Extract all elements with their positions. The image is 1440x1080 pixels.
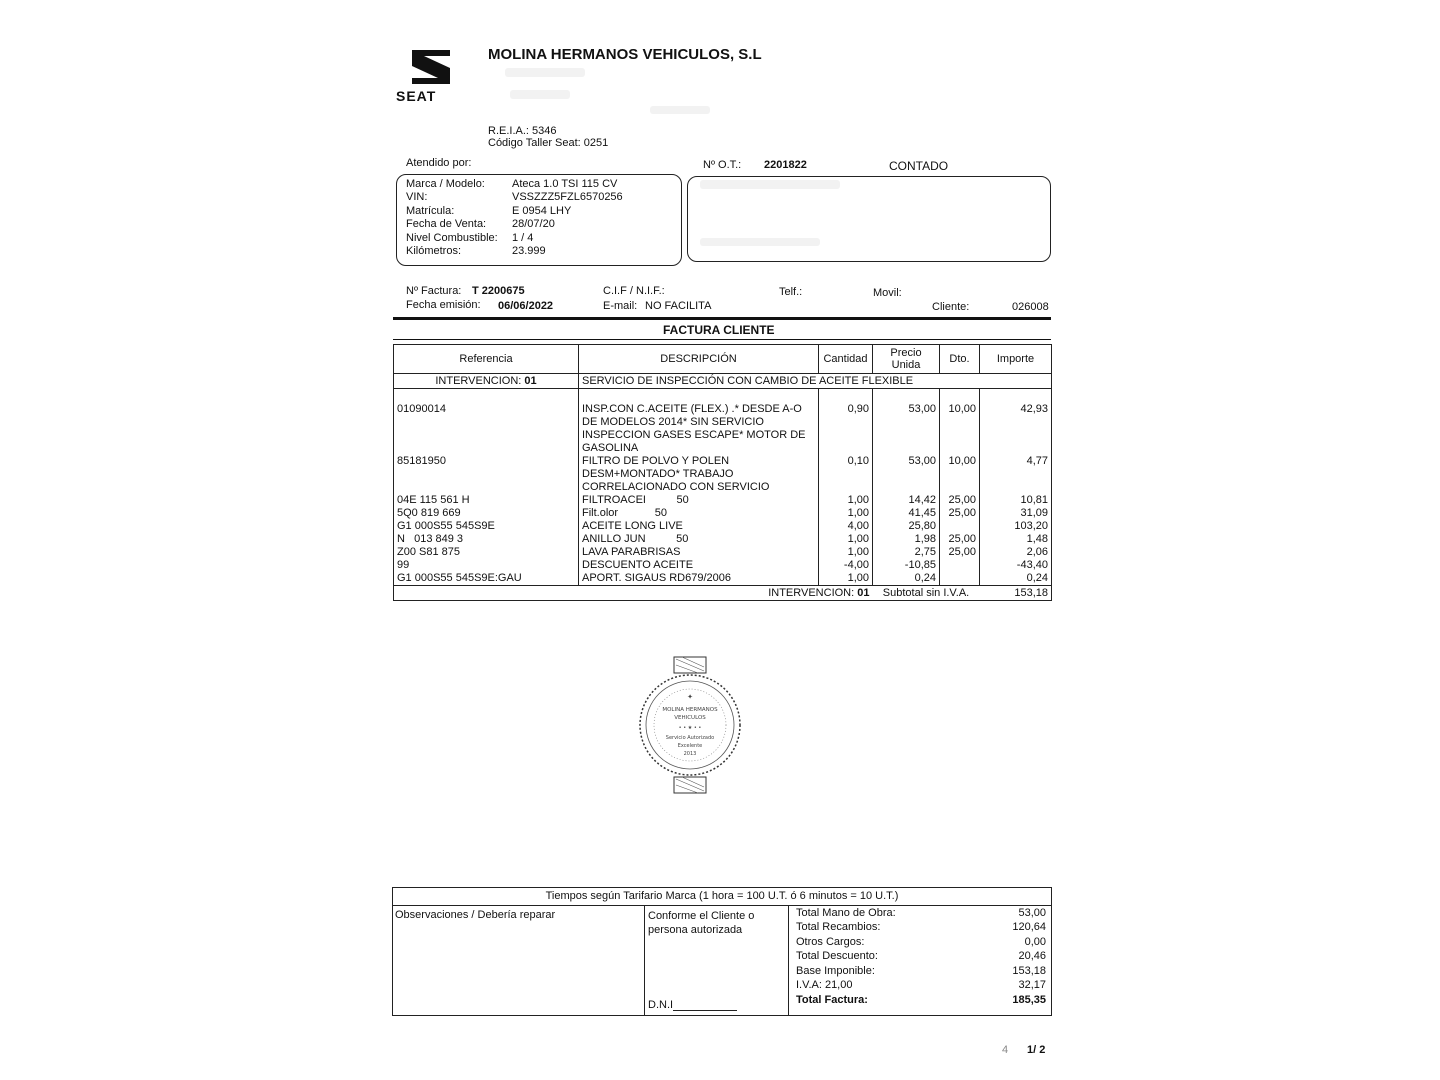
table-row [394, 546, 1052, 559]
svg-text:• • ★ • •: • • ★ • • [678, 725, 702, 731]
row-qty: 0,90 [819, 389, 873, 456]
divider [393, 905, 1051, 906]
row-dto: 10,00 [940, 455, 980, 494]
table-footer-row [394, 586, 1052, 601]
dni-label: D.N.I [648, 999, 674, 1011]
items-table [393, 344, 1052, 601]
table-header-row [394, 345, 1052, 374]
row-qty: 1,00 [819, 494, 873, 507]
row-ref: 01090014 [394, 389, 579, 456]
divider [393, 317, 1051, 320]
divider [644, 905, 645, 1015]
row-amount: -43,40 [980, 559, 1052, 572]
grand-total-label: Total Factura: [796, 994, 868, 1006]
company-seal-stamp [638, 655, 742, 795]
row-dto: 25,00 [940, 494, 980, 507]
row-amount: 103,20 [980, 520, 1052, 533]
total-label: Total Recambios: [796, 921, 881, 933]
table-row [394, 520, 1052, 533]
row-ref: G1 000S55 545S9E:GAU [394, 572, 579, 586]
company-name: MOLINA HERMANOS VEHICULOS, S.L [488, 46, 762, 63]
table-row [394, 533, 1052, 546]
row-qty: 0,10 [819, 455, 873, 494]
row-price: 53,00 [873, 455, 940, 494]
row-price: 14,42 [873, 494, 940, 507]
vehicle-label: Nivel Combustible: [406, 231, 498, 244]
table-row [394, 559, 1052, 572]
redacted-web [650, 106, 710, 114]
vehicle-label: VIN: [406, 191, 428, 204]
col-header-discount: Dto. [940, 345, 980, 374]
vehicle-sale-date: 28/07/20 [512, 218, 555, 231]
row-price: 25,80 [873, 520, 940, 533]
row-price: 41,45 [873, 507, 940, 520]
row-price: 1,98 [873, 533, 940, 546]
row-desc: LAVA PARABRISAS [579, 546, 819, 559]
observations-label: Observaciones / Debería reparar [395, 909, 556, 921]
vehicle-values [512, 178, 623, 258]
time-rates-title: Tiempos según Tarifario Marca (1 hora = 100 U.T. ó 6 minutos = 10 U.T.) [545, 890, 899, 902]
col-header-description: DESCRIPCIÓN [579, 345, 819, 374]
total-label: Total Mano de Obra: [796, 907, 896, 919]
vehicle-plate: E 0954 LHY [512, 204, 572, 217]
row-desc: Filt.olor 50 [579, 507, 819, 520]
row-qty: -4,00 [819, 559, 873, 572]
row-desc: DESCUENTO ACEITE [579, 559, 819, 572]
row-amount: 31,09 [980, 507, 1052, 520]
col-header-quantity: Cantidad [819, 345, 873, 374]
redacted-client-name [700, 180, 840, 189]
dni-line [673, 1010, 737, 1011]
row-dto [940, 572, 980, 586]
col-header-amount: Importe [980, 345, 1052, 374]
stamp-line-5: 2013 [683, 751, 697, 757]
row-ref: G1 000S55 545S9E [394, 520, 579, 533]
row-desc: FILTRO DE POLVO Y POLEN DESM+MONTADO* TRABAJO CORRELACIONADO CON SERVICIO [579, 455, 819, 494]
payment-type: CONTADO [889, 159, 949, 173]
row-desc: FILTROACEI 50 [579, 494, 819, 507]
ot-label: Nº O.T.: [703, 159, 742, 171]
row-ref: Z00 S81 875 [394, 546, 579, 559]
footer-intervention-label: INTERVENCION: [768, 587, 855, 599]
table-row [394, 494, 1052, 507]
row-amount: 2,06 [980, 546, 1052, 559]
row-dto: 25,00 [940, 507, 980, 520]
reia-number: R.E.I.A.: 5346 [488, 125, 557, 137]
total-value: 32,17 [1018, 979, 1046, 991]
invoice-date-label: Fecha emisión: [406, 299, 481, 311]
vehicle-label: Marca / Modelo: [406, 178, 485, 190]
page-number: 1/ 2 [1027, 1044, 1046, 1056]
row-qty: 1,00 [819, 572, 873, 586]
row-ref: 99 [394, 559, 579, 572]
row-ref: 85181950 [394, 455, 579, 494]
table-row [394, 455, 1052, 494]
row-dto: 25,00 [940, 533, 980, 546]
intervention-cell [394, 374, 579, 389]
divider [788, 905, 789, 1015]
row-dto: 10,00 [940, 389, 980, 456]
vehicle-label: Fecha de Venta: [406, 218, 487, 231]
invoice-date: 06/06/2022 [498, 300, 554, 312]
email-label: E-mail: [603, 300, 638, 312]
invoice-number-label: Nº Factura: [406, 285, 462, 297]
total-label: Otros Cargos: [796, 936, 865, 948]
row-amount: 42,93 [980, 389, 1052, 456]
row-price: 53,00 [873, 389, 940, 456]
client-label: Cliente: [932, 301, 970, 313]
row-dto [940, 520, 980, 533]
summary-box [392, 887, 1052, 1016]
vehicle-model: Ateca 1.0 TSI 115 CV [512, 178, 618, 190]
brand-wordmark: SEAT [396, 88, 437, 104]
row-qty: 1,00 [819, 546, 873, 559]
total-label: I.V.A: 21,00 [796, 979, 853, 991]
vehicle-fuel: 1 / 4 [512, 231, 534, 244]
vehicle-km: 23.999 [512, 245, 546, 258]
total-label: Total Descuento: [796, 950, 878, 962]
mobile-label: Movil: [873, 287, 902, 299]
email-value: NO FACILITA [645, 300, 712, 312]
row-ref: 5Q0 819 669 [394, 507, 579, 520]
row-price: 0,24 [873, 572, 940, 586]
row-desc: ANILLO JUN 50 [579, 533, 819, 546]
row-price: -10,85 [873, 559, 940, 572]
row-dto: 25,00 [940, 546, 980, 559]
col-header-reference: Referencia [394, 345, 579, 374]
page-mark: 4 [1002, 1044, 1009, 1056]
total-value: 153,18 [1012, 965, 1046, 977]
footer-intervention [394, 586, 873, 601]
stamp-line-3: Servicio Autorizado [665, 735, 715, 741]
conformity-label: Conforme el Cliente o persona autorizada [648, 910, 755, 936]
total-value: 20,46 [1018, 950, 1046, 962]
table-row [394, 572, 1052, 586]
subtotal-label: Subtotal sin I.V.A. [873, 586, 980, 601]
intervention-number: 01 [524, 375, 537, 387]
redacted-phone [510, 90, 570, 99]
cif-label: C.I.F / N.I.F.: [603, 285, 665, 297]
vehicle-labels [406, 178, 498, 258]
intervention-row [394, 374, 1052, 389]
total-value: 120,64 [1012, 921, 1046, 933]
row-amount: 10,81 [980, 494, 1052, 507]
row-amount: 0,24 [980, 572, 1052, 586]
intervention-label: INTERVENCION: [435, 375, 522, 387]
stamp-line-4: Excelente [677, 743, 703, 749]
row-amount: 1,48 [980, 533, 1052, 546]
seat-logo-icon [410, 48, 452, 86]
ot-number: 2201822 [764, 159, 807, 171]
phone-label: Telf.: [779, 286, 803, 298]
row-desc: ACEITE LONG LIVE [579, 520, 819, 533]
svg-text:✦: ✦ [687, 693, 693, 701]
vehicle-vin: VSSZZZ5FZL6570256 [512, 191, 623, 204]
subtotal-value: 153,18 [980, 586, 1052, 601]
redacted-client-address [700, 238, 820, 246]
divider [393, 339, 1051, 340]
table-row [394, 389, 1052, 456]
attended-label: Atendido por: [406, 157, 472, 169]
row-qty: 1,00 [819, 533, 873, 546]
grand-total-value: 185,35 [1012, 994, 1046, 1006]
vehicle-label: Matrícula: [406, 204, 455, 217]
total-value: 0,00 [1024, 936, 1046, 948]
stamp-line-2: VEHICULOS [674, 715, 706, 721]
row-amount: 4,77 [980, 455, 1052, 494]
table-row [394, 507, 1052, 520]
row-dto [940, 559, 980, 572]
redacted-address [505, 68, 585, 77]
vehicle-label: Kilómetros: [406, 245, 462, 258]
total-label: Base Imponible: [796, 965, 875, 977]
workshop-code: Código Taller Seat: 0251 [488, 137, 609, 149]
row-ref: N 013 849 3 [394, 533, 579, 546]
row-desc: INSP.CON C.ACEITE (FLEX.) .* DESDE A-O DE MODELOS 2014* SIN SERVICIO INSPECCION GASES ESCAPE* MOTOR DE GASOLINA [579, 389, 819, 456]
row-price: 2,75 [873, 546, 940, 559]
footer-intervention-number: 01 [857, 587, 870, 599]
total-value: 53,00 [1018, 907, 1046, 919]
intervention-description: SERVICIO DE INSPECCIÓN CON CAMBIO DE ACEITE FLEXIBLE [579, 374, 1052, 389]
invoice-number: T 2200675 [472, 285, 525, 297]
row-qty: 4,00 [819, 520, 873, 533]
row-ref: 04E 115 561 H [394, 494, 579, 507]
row-desc: APORT. SIGAUS RD679/2006 [579, 572, 819, 586]
invoice-title: FACTURA CLIENTE [663, 323, 775, 337]
client-number: 026008 [1012, 301, 1049, 313]
col-header-unit-price: Precio Unida [873, 345, 940, 374]
row-qty: 1,00 [819, 507, 873, 520]
stamp-line-1: MOLINA HERMANOS [662, 707, 718, 713]
